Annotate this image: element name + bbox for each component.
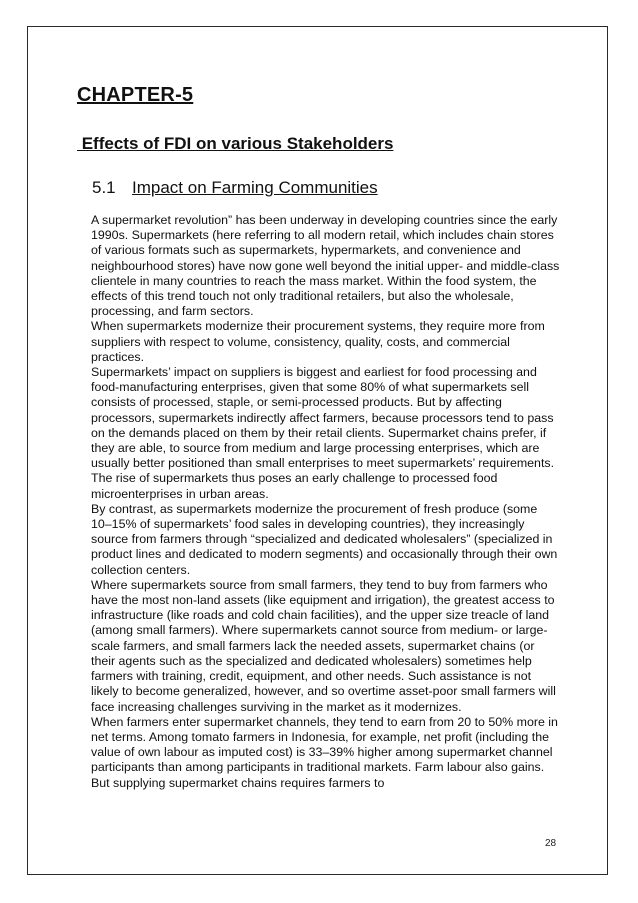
paragraph: A supermarket revolution” has been underway in developing countries since the early 1990s. Supermarkets (here referring to all modern retail, which includes chain stores of various formats such as supermarkets, hypermarkets, and convenience and neighbourhood stores) have now gone well beyond the initial upper- and middle-class clientele in many countries to reach the mass market. Within the food system, the effects of this trend touch not only traditional retailers, but also the wholesale, processing, and farm sectors. [91,213,560,319]
page-number: 28 [545,838,557,849]
paragraph: Where supermarkets source from small farmers, they tend to buy from farmers who have the most non-land assets (like equipment and irrigation), the greatest access to infrastructure (like roads and cold chain facilities), and the upper size treacle of land (among small farmers). Where supermarkets cannot source from medium- or large-scale farmers, and small farmers lack the needed assets, supermarket chains (or their agents such as the specialized and dedicated wholesalers) sometimes help farmers with training, credit, equipment, and other needs. Such assistance is not likely to become generalized, however, and so overtime asset-poor small farmers will face increasing challenges surviving in the market as it modernizes. [91,577,556,714]
paragraph: When farmers enter supermarket channels, they tend to earn from 20 to 50% more in net terms. Among tomato farmers in Indonesia, for example, net profit (including the value of own labour as imputed cost) is 33–39% higher among supermarket channel participants than among participants in traditional markets. Farm labour also gains. But supplying supermarket chains requires farmers to [91,714,558,790]
paragraph: By contrast, as supermarkets modernize the procurement of fresh produce (some 10–15% of supermarkets’ food sales in developing countries), they increasingly source from farmers through “specialized and dedicated wholesalers” (specialized in product lines and dedicated to modern segments) and occasionally through their own collection centers. [91,501,558,577]
subsection-title: Impact on Farming Communities [132,178,378,197]
section-heading: Effects of FDI on various Stakeholders [77,134,394,153]
paragraph: When supermarkets modernize their procurement systems, they require more from suppliers with respect to volume, consistency, quality, costs, and commercial practices. [91,319,545,364]
subsection-number: 5.1 [92,178,116,197]
paragraph: Supermarkets’ impact on suppliers is biggest and earliest for food processing and food-manufacturing enterprises, given that some 80% of what supermarkets sell consists of processed, staple, or semi-processed products. But by affecting processors, supermarkets indirectly affect farmers, because processors tend to pass on the demands placed on them by their retail clients. Supermarket chains prefer, if they are able, to source from medium and large processing enterprises, which are usually better positioned than small enterprises to meet supermarkets’ requirements. The rise of supermarkets thus poses an early challenge to processed food microenterprises in urban areas. [91,365,555,501]
subsection-heading [92,178,378,198]
body-text [91,213,561,791]
chapter-title: CHAPTER-5 [77,84,194,106]
